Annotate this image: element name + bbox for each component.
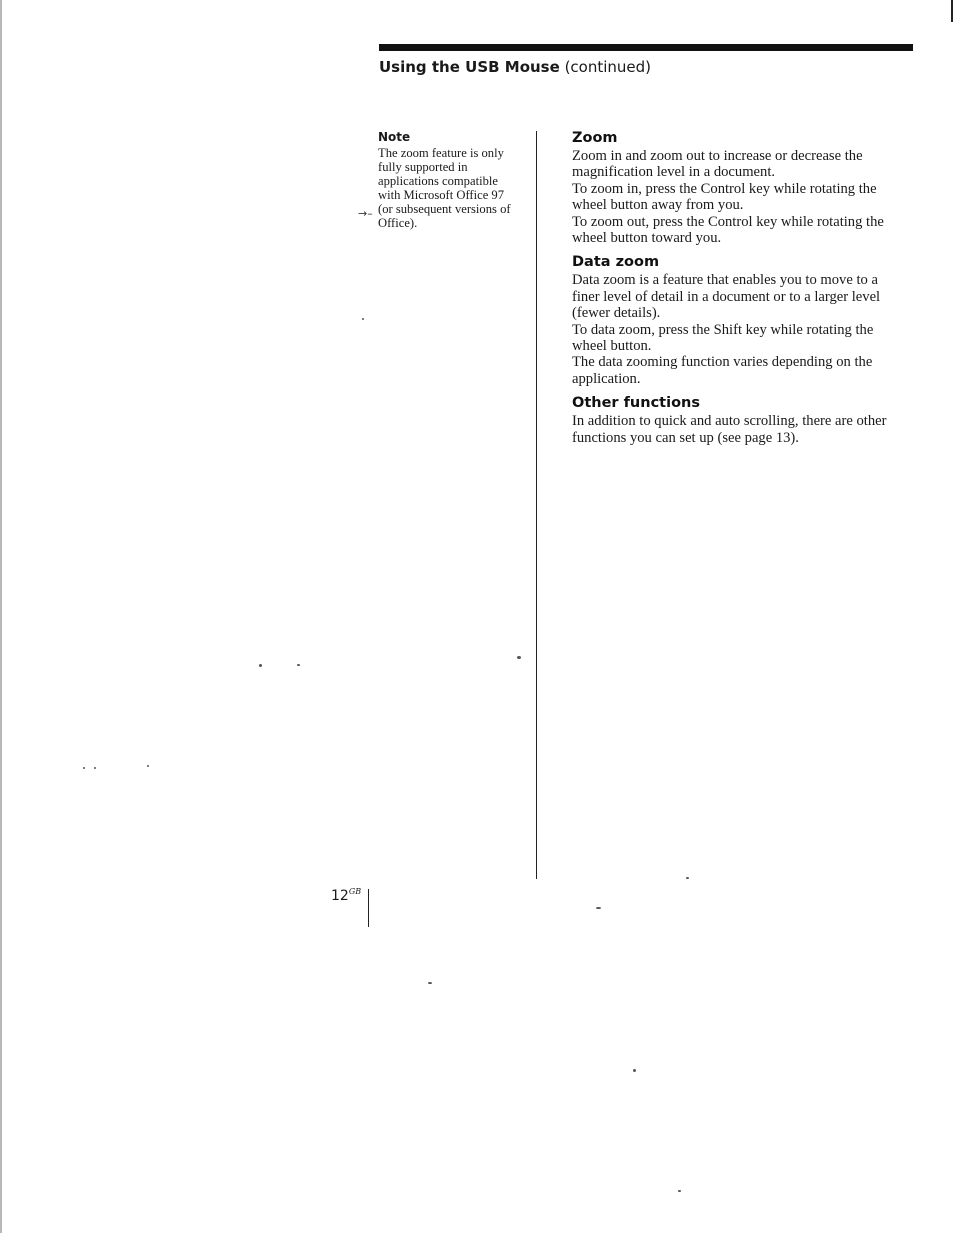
note-pointer-icon: →– <box>358 207 373 220</box>
scan-speck <box>633 1069 636 1072</box>
scan-speck <box>297 664 300 666</box>
section-zoom <box>572 128 917 246</box>
text-line: wheel button. <box>572 338 652 355</box>
text-line: In addition to quick and auto scrolling, there are other <box>572 413 887 430</box>
note-line: fully supported in <box>378 160 468 174</box>
scan-speck <box>678 1190 681 1192</box>
text-line: Data zoom is a feature that enables you to move to a <box>572 272 878 289</box>
scan-speck <box>259 664 262 667</box>
text-line: (fewer details). <box>572 305 661 322</box>
note-line: applications compatible <box>378 174 498 188</box>
running-header-continued: (continued) <box>559 58 652 76</box>
note-line: The zoom feature is only <box>378 146 504 160</box>
note-line: with Microsoft Office 97 <box>378 188 505 202</box>
running-header <box>379 57 651 77</box>
scan-speck <box>147 765 149 767</box>
scan-speck <box>94 767 96 769</box>
note-body <box>378 146 530 230</box>
running-header-title: Using the USB Mouse <box>379 58 560 76</box>
scan-speck <box>362 318 364 320</box>
section-heading: Data zoom <box>572 254 660 271</box>
text-line: To zoom out, press the Control key while rotating the <box>572 213 884 230</box>
page-number <box>331 883 361 905</box>
section-other-functions <box>572 393 917 446</box>
text-line: magnification level in a document. <box>572 164 776 181</box>
scan-speck <box>517 656 521 659</box>
text-line: The data zooming function varies depending on the <box>572 354 873 371</box>
note-line: (or subsequent versions of <box>378 202 511 216</box>
note-sidebar <box>378 129 530 230</box>
scan-left-edge <box>0 0 2 1233</box>
text-line: To zoom in, press the Control key while rotating the <box>572 180 877 197</box>
column-divider <box>536 131 537 879</box>
page-number-suffix: GB <box>348 887 362 896</box>
section-data-zoom <box>572 252 917 387</box>
page-number-value: 12 <box>331 888 349 904</box>
text-line: application. <box>572 370 641 387</box>
paragraph <box>572 214 917 247</box>
text-line: To data zoom, press the Shift key while rotating the <box>572 321 874 338</box>
text-line: wheel button toward you. <box>572 230 722 247</box>
scan-speck <box>686 877 689 879</box>
paragraph <box>572 272 917 321</box>
note-title: Note <box>378 130 411 144</box>
section-heading: Zoom <box>572 130 618 146</box>
scan-speck <box>428 982 432 984</box>
section-heading: Other functions <box>572 395 700 412</box>
text-line: Zoom in and zoom out to increase or decrease the <box>572 148 863 164</box>
paragraph <box>572 148 917 181</box>
header-rule <box>379 44 913 51</box>
paragraph <box>572 181 917 214</box>
text-line: functions you can set up (see page 13). <box>572 429 799 446</box>
page-number-rule <box>368 889 369 927</box>
main-column <box>572 128 917 452</box>
paragraph <box>572 413 917 446</box>
scan-speck <box>83 767 85 769</box>
text-line: finer level of detail in a document or to a larger level <box>572 288 881 305</box>
scan-speck <box>596 907 601 909</box>
paragraph <box>572 322 917 355</box>
note-line: Office). <box>378 216 418 230</box>
scan-right-mark <box>951 0 953 22</box>
paragraph <box>572 354 917 387</box>
text-line: wheel button away from you. <box>572 197 744 214</box>
